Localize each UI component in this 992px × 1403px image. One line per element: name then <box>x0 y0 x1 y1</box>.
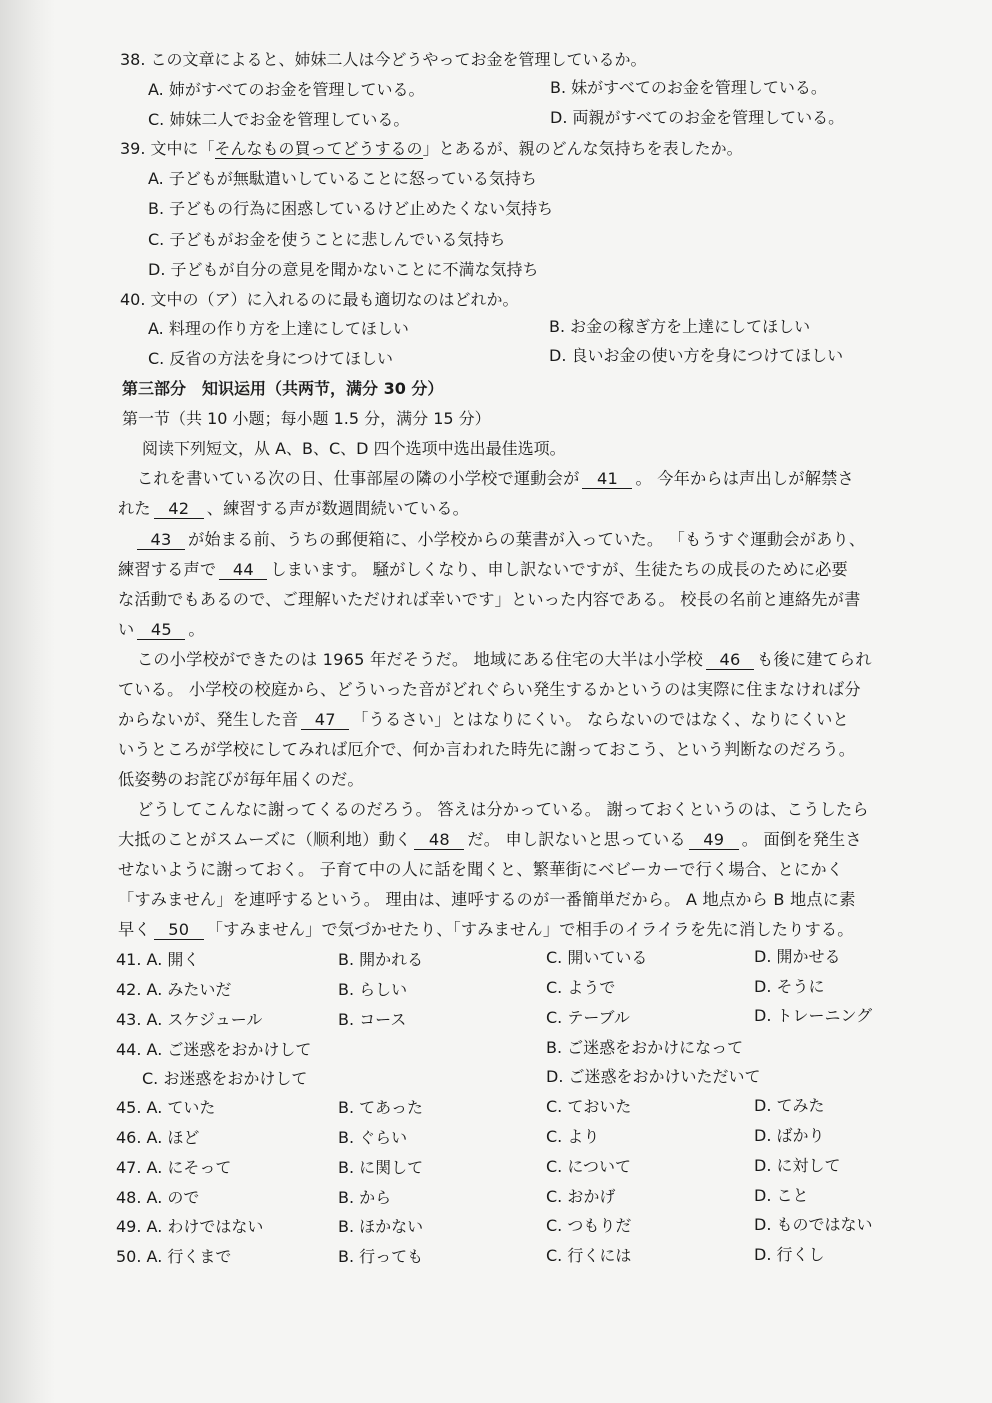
passage-line: ている。 小学校の校庭から、どういった音がどれぐらい発生するかというのは実際に住まなければ分 <box>118 680 861 699</box>
passage-line: いうところが学校にしてみれば厄介で、何か言われた時先に謝っておこう、という判断なのだろう。 <box>118 740 856 759</box>
blank-45: 45 <box>137 621 185 640</box>
passage-line: 43 が始まる前、うちの郵便箱に、小学校からの葉書が入っていた。 「もうすぐ運動会があり、 <box>134 529 865 551</box>
q38-stem: 38. この文章によると、姉妹二人は今どうやってお金を管理しているか。 <box>120 50 647 69</box>
q47-option-a: 47. A. にそって <box>116 1158 232 1177</box>
q47-option-b: B. に関して <box>338 1158 424 1177</box>
q46-option-b: B. ぐらい <box>338 1128 408 1147</box>
passage-line: い 45 。 <box>118 620 205 639</box>
passage-line: からないが、発生した音 47 「うるさい」とはなりにくい。 ならないのではなく、なりにくいと <box>118 710 849 729</box>
passage-line: 大抵のことがスムーズに（顺利地）動く 48 だ。 申し訳ないと思っている 49 。 面倒を発生さ <box>118 830 862 849</box>
q44-option-b: B. ご迷惑をおかけになって <box>546 1038 744 1057</box>
part3-heading: 第三部分 知识运用（共两节，满分 30 分） <box>122 379 444 398</box>
q40-option-d: D. 良いお金の使い方を身につけてほしい <box>549 346 844 365</box>
q45-option-d: D. てみた <box>754 1096 825 1115</box>
passage-line: 練習する声で 44 しまいます。 騒がしくなり、申し訳ないですが、生徒たちの成長のために必要 <box>118 560 848 579</box>
q39-underlined-quote: そんなもの買ってどうするの <box>214 139 423 158</box>
passage-line: 低姿勢のお詫びが毎年届くのだ。 <box>118 770 364 789</box>
passage-line: れた 42 、練習する声が数週間続いている。 <box>118 499 469 518</box>
q38-option-b: B. 妹がすべてのお金を管理している。 <box>550 78 827 97</box>
q49-option-a: 49. A. わけではない <box>116 1217 264 1236</box>
q50-option-b: B. 行っても <box>338 1247 424 1266</box>
q39-stem-post: 」とあるが、親のどんな気持ちを表したか。 <box>422 139 743 158</box>
q39-stem-pre: 39. 文中に「 <box>120 139 215 158</box>
passage-line: この小学校ができたのは 1965 年だそうだ。 地域にある住宅の大半は小学校 46 も後に建てられ <box>137 650 872 669</box>
q38-option-a: A. 姉がすべてのお金を管理している。 <box>148 80 425 99</box>
q50-option-d: D. 行くし <box>754 1245 825 1264</box>
q42-option-a: 42. A. みたいだ <box>116 980 232 999</box>
q44-option-c: C. お迷惑をおかけして <box>142 1069 308 1088</box>
q42-option-d: D. そうに <box>754 977 825 996</box>
q45-option-c: C. ておいた <box>546 1097 632 1116</box>
passage-line: せないように謝っておく。 子育て中の人に話を聞くと、繁華街にベビーカーで行く場合、とにかく <box>118 860 844 879</box>
blank-42: 42 <box>154 500 204 519</box>
blank-44: 44 <box>219 561 267 580</box>
q45-option-b: B. てあった <box>338 1098 423 1117</box>
q47-option-d: D. に対して <box>754 1156 841 1175</box>
passage-line: これを書いている次の日、仕事部屋の隣の小学校で運動会が 41 。 今年からは声出しが解禁さ <box>137 469 854 488</box>
q40-stem: 40. 文中の（ア）に入れるのに最も適切なのはどれか。 <box>120 290 519 309</box>
passage-line: な活動でもあるので、ご理解いただければ幸いです」といった内容である。 校長の名前と連絡先が書 <box>118 590 861 609</box>
q50-option-a: 50. A. 行くまで <box>116 1247 232 1266</box>
blank-47: 47 <box>301 711 349 730</box>
q48-option-b: B. から <box>338 1188 392 1207</box>
q39-option-c: C. 子どもがお金を使うことに悲しんでいる気持ち <box>148 230 506 249</box>
q44-option-a: 44. A. ご迷惑をおかけして <box>116 1040 312 1059</box>
section1-instruction: 阅读下列短文，从 A、B、C、D 四个选项中选出最佳选项。 <box>142 439 566 458</box>
q38-option-d: D. 両親がすべてのお金を管理している。 <box>550 108 845 127</box>
passage-line: 早く 50 「すみません」で気づかせたり、「すみません」で相手のイライラを先に消したりする。 <box>118 920 854 939</box>
q48-option-a: 48. A. ので <box>116 1188 200 1207</box>
q50-option-c: C. 行くには <box>546 1246 632 1265</box>
q49-option-b: B. ほかない <box>338 1217 424 1236</box>
q40-option-a: A. 料理の作り方を上達にしてほしい <box>148 319 409 338</box>
q49-option-c: C. つもりだ <box>546 1216 632 1235</box>
q48-option-d: D. こと <box>754 1186 809 1205</box>
q45-option-a: 45. A. ていた <box>116 1098 216 1117</box>
q43-option-d: D. トレーニング <box>754 1006 873 1025</box>
passage-line: 「すみません」を連呼するという。 理由は、連呼するのが一番簡単だから。 A 地点から B 地点に素 <box>118 890 856 909</box>
q41-option-a: 41. A. 開く <box>116 950 200 969</box>
q41-option-d: D. 開かせる <box>754 947 841 966</box>
q46-option-a: 46. A. ほど <box>116 1128 200 1147</box>
q49-option-d: D. ものではない <box>754 1215 873 1234</box>
q43-option-a: 43. A. スケジュール <box>116 1010 263 1029</box>
q47-option-c: C. について <box>546 1157 632 1176</box>
blank-50: 50 <box>154 921 204 940</box>
q39-option-a: A. 子どもが無駄遣いしていることに怒っている気持ち <box>148 169 537 188</box>
q39-option-d: D. 子どもが自分の意見を聞かないことに不満な気持ち <box>148 260 539 279</box>
scan-edge-shadow <box>0 0 55 1403</box>
q46-option-c: C. より <box>546 1127 600 1146</box>
q46-option-d: D. ばかり <box>754 1126 825 1145</box>
passage-line: どうしてこんなに謝ってくるのだろう。 答えは分かっている。 謝っておくというのは、こうしたら <box>137 800 869 819</box>
q41-option-b: B. 開かれる <box>338 950 424 969</box>
blank-49: 49 <box>689 831 739 850</box>
section1-heading: 第一节（共 10 小题；每小题 1.5 分，满分 15 分） <box>122 409 491 428</box>
q39-option-b: B. 子どもの行為に困惑しているけど止めたくない気持ち <box>148 199 554 218</box>
q40-option-b: B. お金の稼ぎ方を上達にしてほしい <box>549 317 811 336</box>
q43-option-c: C. テーブル <box>546 1008 630 1027</box>
q48-option-c: C. おかげ <box>546 1187 616 1206</box>
blank-43: 43 <box>137 531 185 550</box>
q44-option-d: D. ご迷惑をおかけいただいて <box>546 1067 761 1086</box>
q42-option-c: C. ようで <box>546 978 616 997</box>
q41-option-c: C. 開いている <box>546 948 648 967</box>
q40-option-c: C. 反省の方法を身につけてほしい <box>148 349 394 368</box>
q42-option-b: B. らしい <box>338 980 408 999</box>
q38-option-c: C. 姉妹二人でお金を管理している。 <box>148 110 410 129</box>
blank-48: 48 <box>414 831 464 850</box>
blank-46: 46 <box>706 651 754 670</box>
blank-41: 41 <box>582 470 632 489</box>
q43-option-b: B. コース <box>338 1010 407 1029</box>
q39-stem <box>120 138 743 160</box>
